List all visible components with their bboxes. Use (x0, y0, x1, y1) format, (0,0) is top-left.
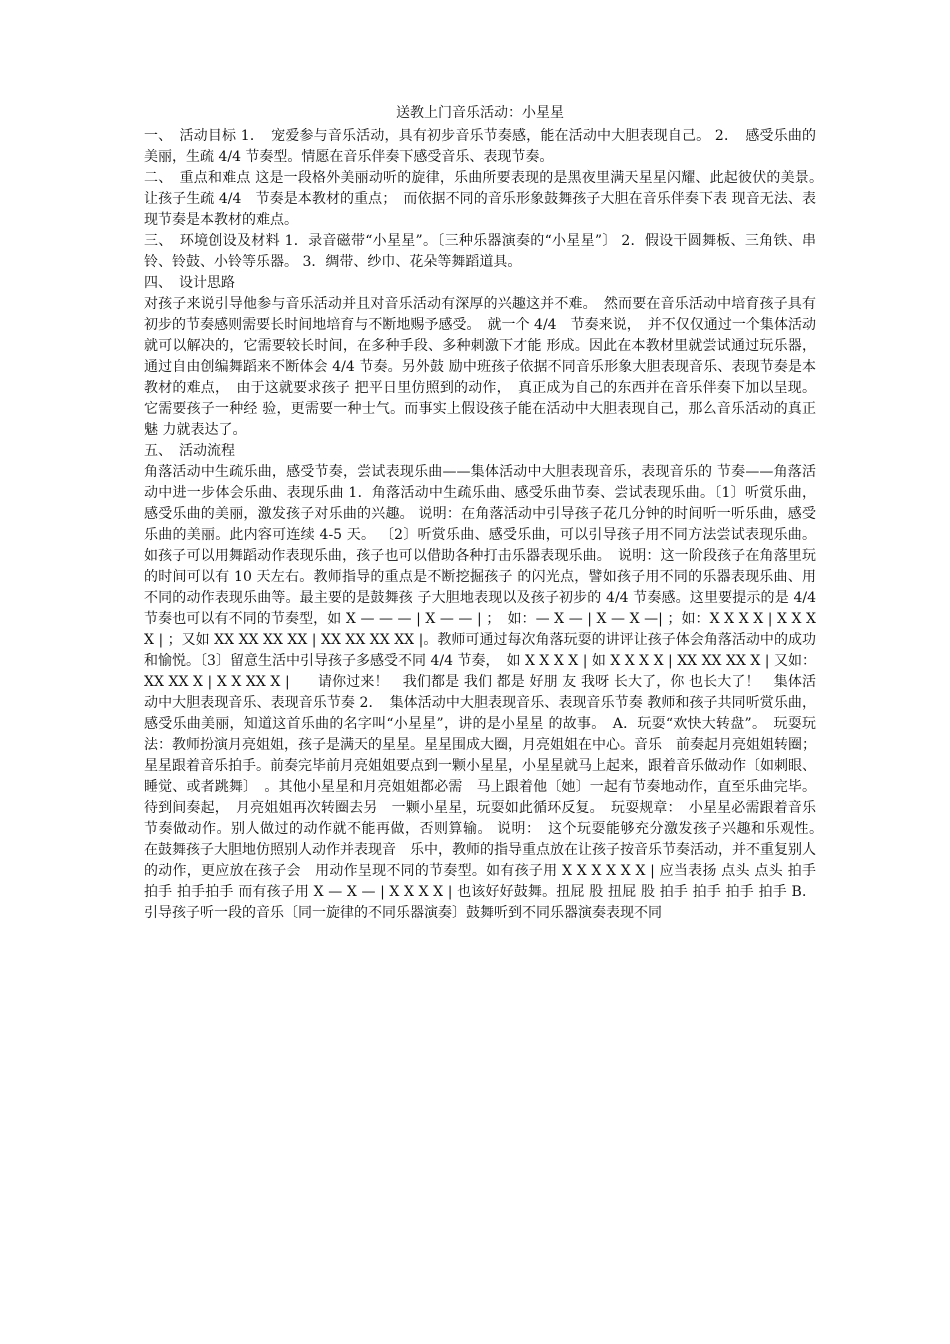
document-page (144, 103, 830, 924)
section-process-heading: 五、 活动流程 (144, 443, 235, 459)
section-key-points: 二、 重点和难点 这是一段格外美丽动听的旋律，乐曲所要表现的是黑夜里满天星星闪耀、此起彼伏的美景。 让孩子生疏 4/4 节奏是本教材的重点； 而依据不同的音乐形象鼓舞孩子大胆在音乐伴奏下表 现音无法、表现节奏是本教材的难点。 (144, 170, 830, 228)
section-goals: 一、 活动目标 1． 宠爱参与音乐活动，具有初步音乐节奏感，能在活动中大胆表现自己。 2． 感受乐曲的美丽，生疏 4/4 节奏型。情愿在音乐伴奏下感受音乐、表现节奏。 (144, 128, 816, 165)
section-process-body: 角落活动中生疏乐曲，感受节奏，尝试表现乐曲——集体活动中大胆表现音乐，表现音乐的 节奏——角落活动中进一步体会乐曲、表现乐曲 1．角落活动中生疏乐曲、感受乐曲节奏、尝试表现乐曲。〔1〕听赏乐曲，感受乐曲的美丽，激发孩子对乐曲的兴趣。 说明：在角落活动中引导孩子花几分钟的时间听一听乐曲，感受乐曲的美丽。此内容可连续 4-5 天。 〔2〕听赏乐曲、感受乐曲，可以引导孩子用不同方法尝试表现乐曲。如孩子可以用舞蹈动作表现乐曲，孩子也可以借助各种打击乐器表现乐曲。 说明：这一阶段孩子在角落里玩的时间可以有 10 天左右。教师指导的重点是不断挖掘孩子 的闪光点，譬如孩子用不同的乐器表现乐曲、用不同的动作表现乐曲等。最主要的是鼓舞孩 子大胆地表现以及孩子初步的 4/4 节奏感。这里要提示的是 4/4 节奏也可以有不同的节奏型，如 X — — — | X — — | ； 如：— X — | X — X —| ；如：X X X X | X X X X | ；又如 XX XX XX XX | XX XX XX XX |。教师可通过每次角落玩耍的讲评让孩子体会角落活动中的成功和愉悦。〔3〕留意生活中引导孩子多感受不同 4/4 节奏， 如 X X X X | 如 X X X X | XX XX XX X | 又如：XX XX X | X X XX X | 请你过来！ 我们都是 我们 都是 好朋 友 我呀 长大了，你 也长大了！ 集体活动中大胆表现音乐、表现音乐节奏 2． 集体活动中大胆表现音乐、表现音乐节奏 教师和孩子共同听赏乐曲，感受乐曲美丽，知道这首乐曲的名字叫“小星星”，讲的是小星星 的故事。 A．玩耍“欢快大转盘”。 玩耍玩法：教师扮演月亮姐姐，孩子是满天的星星。星星围成大圈，月亮姐姐在中心。音乐 前奏起月亮姐姐转圈；星星跟着音乐拍手。前奏完毕前月亮姐姐要点到一颗小星星，小星星就马上起来，跟着音乐做动作〔如刺眼、睡觉、或者跳舞〕 。其他小星星和月亮姐姐都必需 马上跟着他〔她〕一起有节奏地动作，直至乐曲完毕。待到间奏起， 月亮姐姐再次转圈去另 一颗小星星，玩耍如此循环反复。 玩耍规章： 小星星必需跟着音乐节奏做动作。别人做过的动作就不能再做，否则算输。 说明： 这个玩耍能够充分激发孩子兴趣和乐观性。 在鼓舞孩子大胆地仿照别人动作并表现音 乐中，教师的指导重点放在让孩子按音乐节奏活动，并不重复别人的动作，更应放在孩子会 用动作呈现不同的节奏型。如有孩子用 X X X X X X | 应当表扬 点头 点头 拍手拍手 拍手拍手 而有孩子用 X — X — | X X X X | 也该好好鼓舞。扭屁 股 扭屁 股 拍手 拍手 拍手 拍手 B．引导孩子听一段的音乐〔同一旋律的不同乐器演奏〕鼓舞听到不同乐器演奏表现不同 (144, 464, 830, 921)
document-title: 送教上门音乐活动：小星星 (396, 105, 564, 121)
section-design-heading: 四、 设计思路 (144, 275, 235, 291)
section-materials: 三、 环境创设及材料 1．录音磁带“小星星”。〔三种乐器演奏的“小星星”〕 2．假设干圆舞板、三角铁、串铃、铃鼓、小铃等乐器。 3．绸带、纱巾、花朵等舞蹈道具。 (144, 233, 816, 270)
section-design-body: 对孩子来说引导他参与音乐活动并且对音乐活动有深厚的兴趣这并不难。 然而要在音乐活动中培育孩子具有初步的节奏感则需要长时间地培育与不断地赐予感受。 就一个 4/4 节奏来说， 并不仅仅通过一个集体活动就可以解决的，它需要较长时间，在多种手段、多种刺激下才能 形成。因此在本教材里就尝试通过玩乐器，通过自由创编舞蹈来不断体会 4/4 节奏。另外鼓 励中班孩子依据不同音乐形象大胆表现音乐、表现节奏是本教材的难点， 由于这就要求孩子 把平日里仿照到的动作， 真正成为自己的东西并在音乐伴奏下加以呈现。它需要孩子一种经 验，更需要一种士气。而事实上假设孩子能在活动中大胆表现自己，那么音乐活动的真正魅 力就表达了。 (144, 296, 816, 438)
